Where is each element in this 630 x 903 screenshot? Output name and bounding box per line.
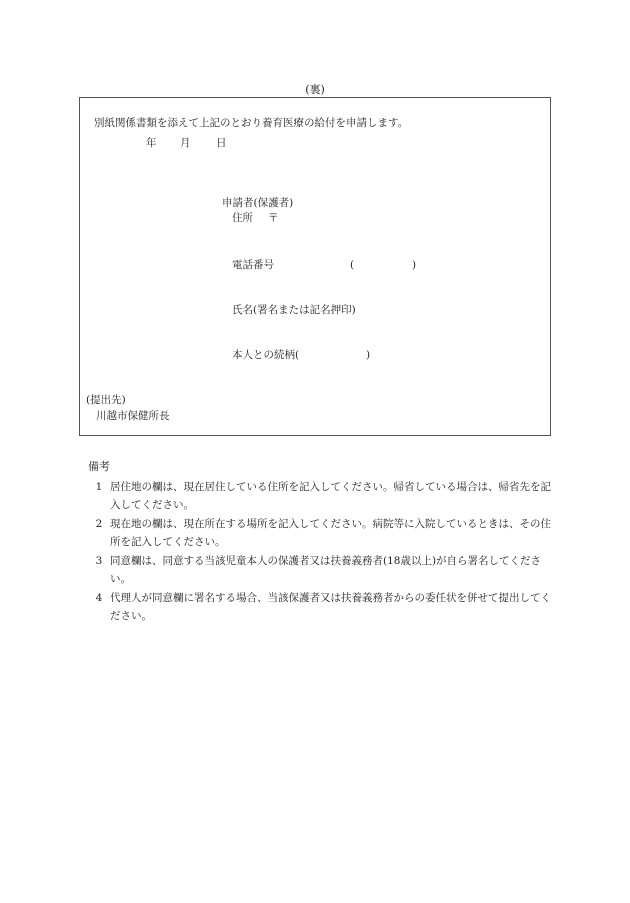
note-text: 居住地の欄は、現在居住している住所を記入してください。帰省している場合は、帰省先を記入してください。 (110, 481, 551, 511)
relationship-label: 本人との続柄( (232, 349, 300, 361)
applicant-heading: 申請者(保護者) (222, 197, 294, 209)
submit-to-recipient: 川越市保健所長 (96, 410, 170, 422)
note-text: 代理人が同意欄に署名する場合、当該保護者又は扶養義務者からの委任状を併せて提出してください。 (110, 592, 551, 622)
submit-to-label: (提出先) (86, 394, 126, 406)
relationship-close-paren: ) (366, 349, 371, 361)
page-label: (裏) (305, 83, 325, 96)
application-statement: 別紙関係書類を添えて上記のとおり養育医療の給付を申請します。 (94, 117, 409, 129)
note-number: 1 (95, 481, 103, 493)
phone-close-paren: ) (412, 259, 417, 271)
note-number: 4 (95, 592, 103, 604)
phone-label: 電話番号 (232, 259, 274, 271)
date-year-label: 年 (146, 137, 157, 149)
phone-open-paren: ( (350, 259, 355, 271)
notes-title: 備考 (88, 460, 110, 473)
note-number: 2 (95, 518, 103, 530)
note-item (88, 590, 558, 625)
note-item (88, 516, 558, 551)
note-text: 同意欄は、同意する当該児童本人の保護者又は扶養義務者(18歳以上)が自ら署名してください。 (110, 555, 542, 585)
note-item (88, 479, 558, 514)
application-form-box (79, 97, 551, 436)
note-text: 現在地の欄は、現在所在する場所を記入してください。病院等に入院しているときは、その住所を記入してください。 (110, 518, 551, 548)
notes-section (88, 459, 558, 627)
date-month-label: 月 (180, 137, 191, 149)
date-day-label: 日 (216, 137, 227, 149)
name-label: 氏名(署名または記名押印) (232, 304, 356, 316)
address-label: 住所 (232, 212, 253, 224)
note-number: 3 (95, 555, 103, 567)
note-item (88, 553, 558, 588)
postal-mark: 〒 (268, 212, 279, 224)
